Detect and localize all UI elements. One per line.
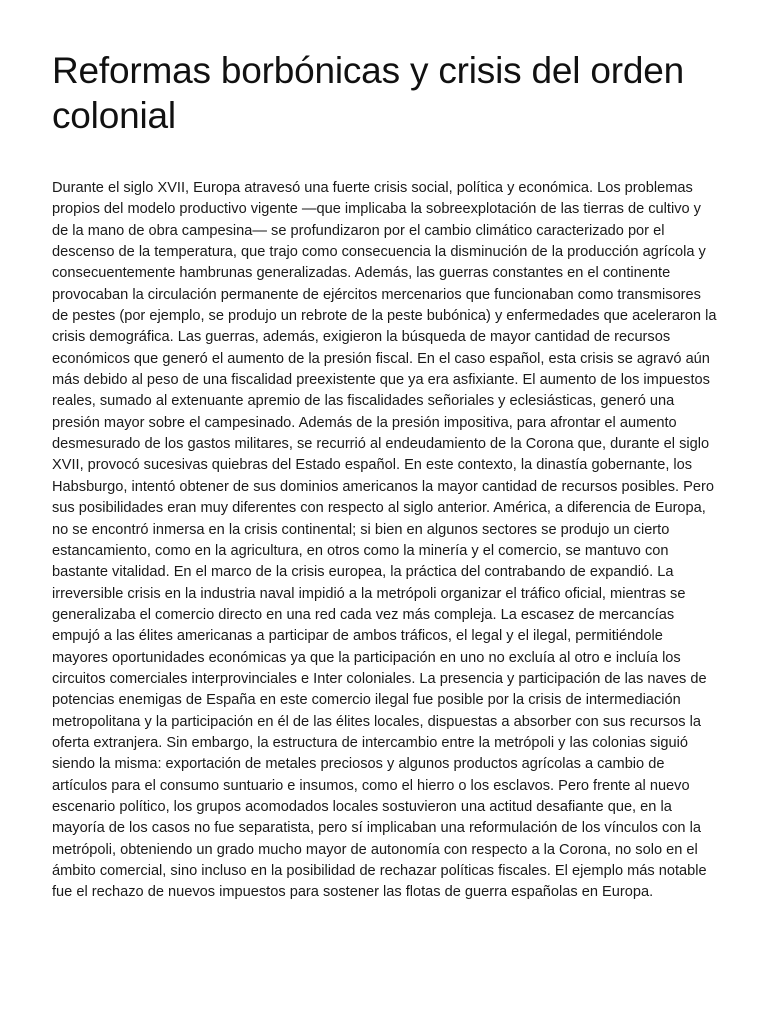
document-title: Reformas borbónicas y crisis del orden colonial (52, 50, 684, 136)
document-body-paragraph: Durante el siglo XVII, Europa atravesó una fuerte crisis social, política y económica. Los problemas propios del modelo productivo vigente —que implicaba la sobreexplotación de las tierras de cultivo y de la mano de obra campesina— se profundizaron por el cambio climático caracterizado por el descenso de la temperatura, que trajo como consecuencia la disminución de la producción agrícola y consecuentemente hambrunas generalizadas. Además, las guerras constantes en el continente provocaban la circulación permanente de ejércitos mercenarios que funcionaban como transmisores de pestes (por ejemplo, se produjo un rebrote de la peste bubónica) y enfermedades que aceleraron la crisis demográfica. Las guerras, además, exigieron la búsqueda de mayor cantidad de recursos económicos que generó el aumento de la presión fiscal. En el caso español, esta crisis se agravó aún más debido al peso de una fiscalidad preexistente que ya era asfixiante. El aumento de los impuestos reales, sumado al extenuante apremio de las fiscalidades señoriales y eclesiásticas, generó una presión mayor sobre el campesinado. Además de la presión impositiva, para afrontar el aumento desmesurado de los gastos militares, se recurrió al endeudamiento de la Corona que, durante el siglo XVII, provocó sucesivas quiebras del Estado español. En este contexto, la dinastía gobernante, los Habsburgo, intentó obtener de sus dominios americanos la mayor cantidad de recursos posibles. Pero sus posibilidades eran muy diferentes con respecto al siglo anterior. América, a diferencia de Europa, no se encontró inmersa en la crisis continental; si bien en algunos sectores se produjo un cierto estancamiento, como en la agricultura, en otros como la minería y el comercio, se mantuvo con bastante vitalidad. En el marco de la crisis europea, la práctica del contrabando de expandió. La irreversible crisis en la industria naval impidió a la metrópoli organizar el tráfico oficial, mientras se generalizaba el comercio directo en una red cada vez más compleja. La escasez de mercancías empujó a las élites americanas a participar de ambos tráficos, el legal y el ilegal, permitiéndole mayores oportunidades económicas ya que la participación en uno no excluía al otro e incluía los circuitos comerciales interprovinciales e Inter coloniales. La presencia y participación de las naves de potencias enemigas de España en este comercio ilegal fue posible por la crisis de intermediación metropolitana y la participación en él de las élites locales, dispuestas a absorber con sus recursos la oferta extranjera. Sin embargo, la estructura de intercambio entre la metrópoli y las colonias siguió siendo la misma: exportación de metales preciosos y algunos productos agrícolas a cambio de artículos para el consumo suntuario e insumos, como el hierro o los esclavos. Pero frente al nuevo escenario político, los grupos acomodados locales sostuvieron una actitud desafiante que, en la mayoría de los casos no fue separatista, pero sí implicaban una reformulación de los vínculos con la metrópoli, obteniendo un grado mucho mayor de autonomía con respecto a la Corona, no solo en el ámbito comercial, sino incluso en la posibilidad de rechazar políticas fiscales. El ejemplo más notable fue el rechazo de nuevos impuestos para sostener las flotas de guerra españolas en Europa. (52, 180, 717, 901)
document-page (52, 48, 720, 904)
